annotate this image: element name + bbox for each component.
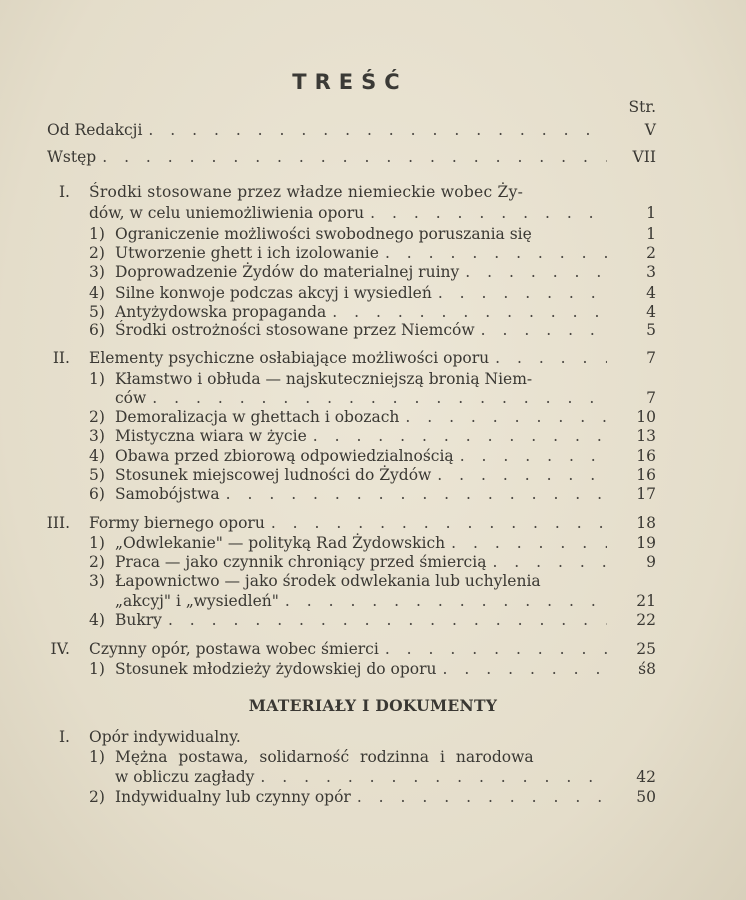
toc-item: 1) „Odwlekanie" — polityką Rad Żydowskich . . . xyxy=(89,533,607,554)
toc-item: 3) Doprowadzenie Żydów do materialnej ruiny . . . xyxy=(89,262,607,283)
materials-heading: MATERIAŁY I DOKUMENTY xyxy=(248,696,498,715)
item-page: 16 xyxy=(636,466,656,484)
item-page: 4 xyxy=(646,303,656,321)
section-title: Opór indywidualny. xyxy=(89,728,241,746)
toc-item: 6) Samobójstwa . . . xyxy=(89,484,607,505)
section-numeral: III. xyxy=(46,514,70,532)
toc-item: 4) Bukry . . . xyxy=(89,610,607,631)
section-numeral: II. xyxy=(52,349,70,367)
section-numeral: I. xyxy=(58,183,70,201)
section-page: 25 xyxy=(636,640,656,658)
toc-item: 3) Łapownictwo — jako środek odwlekania lub uchylenia xyxy=(89,572,541,590)
toc-item: 1) Kłamstwo i obłuda — najskuteczniejszą bronią Niem- xyxy=(89,370,533,388)
section-title: Formy biernego oporu . . . xyxy=(89,513,607,534)
leader-dots xyxy=(96,147,607,168)
item-page: 21 xyxy=(636,592,656,610)
toc-item: 6) Środki ostrożności stosowane przez Niemców . . . xyxy=(89,320,607,341)
section-page: 1 xyxy=(646,204,656,222)
toc-item: 3) Mistyczna wiara w życie . . . xyxy=(89,426,607,447)
section-numeral: I. xyxy=(58,728,70,746)
item-page: 2 xyxy=(646,244,656,262)
item-page: 9 xyxy=(646,553,656,571)
item-page: 42 xyxy=(636,768,656,786)
toc-title: TREŚĆ xyxy=(292,70,408,94)
item-page: 4 xyxy=(646,284,656,302)
page-column-label: Str. xyxy=(628,98,656,116)
toc-item: 2) Utworzenie ghett i ich izolowanie . . . xyxy=(89,243,607,264)
leader-dots xyxy=(364,203,607,224)
section-title: Środki stosowane przez władze niemieckie wobec Ży- xyxy=(89,183,524,201)
section-title-cont: dów, w celu uniemożliwienia oporu . . . xyxy=(89,203,607,224)
section-page: 7 xyxy=(646,349,656,367)
item-page: 5 xyxy=(646,321,656,339)
section-numeral: IV. xyxy=(50,640,70,658)
item-page: 17 xyxy=(636,485,656,503)
toc-item: 4) Silne konwoje podczas akcyj i wysiedleń . . . xyxy=(89,283,607,304)
item-page: 19 xyxy=(636,534,656,552)
item-page: 3 xyxy=(646,263,656,281)
toc-item: 5) Stosunek miejscowej ludności do Żydów . . . xyxy=(89,465,607,486)
toc-item: 1) Stosunek młodzieży żydowskiej do oporu . . . xyxy=(89,659,607,680)
toc-item: 2) Praca — jako czynnik chroniący przed śmiercią . . . xyxy=(89,552,607,573)
toc-item: 5) Antyżydowska propaganda . . . xyxy=(89,302,607,323)
toc-item: 2) Demoralizacja w ghettach i obozach . . . xyxy=(89,407,607,428)
toc-item: 2) Indywidualny lub czynny opór . . . xyxy=(89,787,607,808)
toc-item: 4) Obawa przed zbiorową odpowiedzialnością . . . xyxy=(89,446,607,467)
toc-item: 1) Mężna postawa, solidarność rodzinna i narodowa xyxy=(89,748,534,766)
entry-page: VII xyxy=(632,148,656,166)
item-page: 13 xyxy=(636,427,656,445)
toc-entry-wstep xyxy=(47,147,607,168)
section-title: Elementy psychiczne osłabiające możliwości oporu . . . xyxy=(89,348,607,369)
leader-dots xyxy=(142,120,607,141)
item-page: ś8 xyxy=(638,660,656,678)
toc-item-cont: w obliczu zagłady . . . xyxy=(115,767,607,788)
item-page: 1 xyxy=(646,225,656,243)
item-page: 50 xyxy=(636,788,656,806)
toc-item: 1) Ograniczenie możliwości swobodnego poruszania się xyxy=(89,225,532,243)
toc-item-cont: „akcyj" i „wysiedleń" . . . xyxy=(115,591,607,612)
section-title: Czynny opór, postawa wobec śmierci . . . xyxy=(89,639,607,660)
item-page: 7 xyxy=(646,389,656,407)
entry-page: V xyxy=(644,121,656,139)
item-page: 10 xyxy=(636,408,656,426)
entry-text: Od Redakcji xyxy=(47,121,143,139)
section-page: 18 xyxy=(636,514,656,532)
item-page: 22 xyxy=(636,611,656,629)
toc-item-cont: ców . . . xyxy=(115,388,607,409)
toc-entry-od-redakcji xyxy=(47,120,607,141)
entry-text: Wstęp xyxy=(47,148,97,166)
item-page: 16 xyxy=(636,447,656,465)
